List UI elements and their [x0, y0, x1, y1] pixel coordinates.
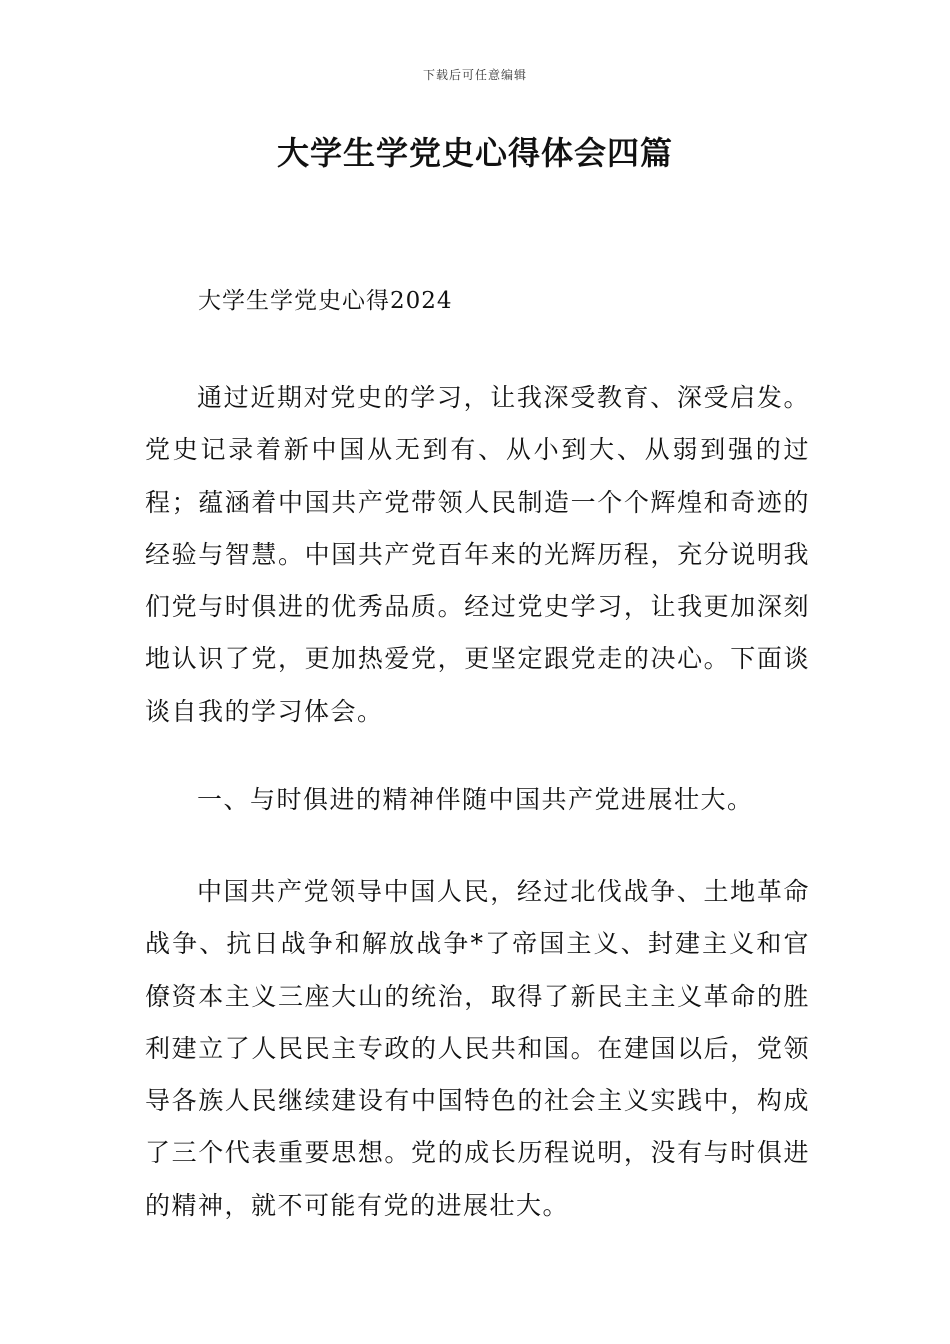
document-title: 大学生学党史心得体会四篇: [276, 134, 673, 172]
paragraph-intro: 通过近期对党史的学习，让我深受教育、深受启发。党史记录着新中国从无到有、从小到大、从弱到强的过程；蕴涵着中国共产党带领人民制造一个个辉煌和奇迹的经验与智慧。中国共产党百年来的光辉历程，充分说明我们党与时俱进的优秀品质。经过党史学习，让我更加深刻地认识了党，更加热爱党，更坚定跟党走的决心。下面谈谈自我的学习体会。: [145, 383, 810, 726]
section-heading-1: 一、与时俱进的精神伴随中国共产党进展壮大。: [197, 785, 754, 814]
document-subtitle: 大学生学党史心得2024: [198, 288, 453, 314]
paragraph-section-1: 中国共产党领导中国人民，经过北伐战争、土地革命战争、抗日战争和解放战争*了帝国主义、封建主义和官僚资本主义三座大山的统治，取得了新民主主义革命的胜利建立了人民民主专政的人民共和国。在建国以后，党领导各族人民继续建设有中国特色的社会主义实践中，构成了三个代表重要思想。党的成长历程说明，没有与时俱进的精神，就不可能有党的进展壮大。: [145, 877, 810, 1220]
header-note: 下载后可任意编辑: [422, 68, 527, 82]
